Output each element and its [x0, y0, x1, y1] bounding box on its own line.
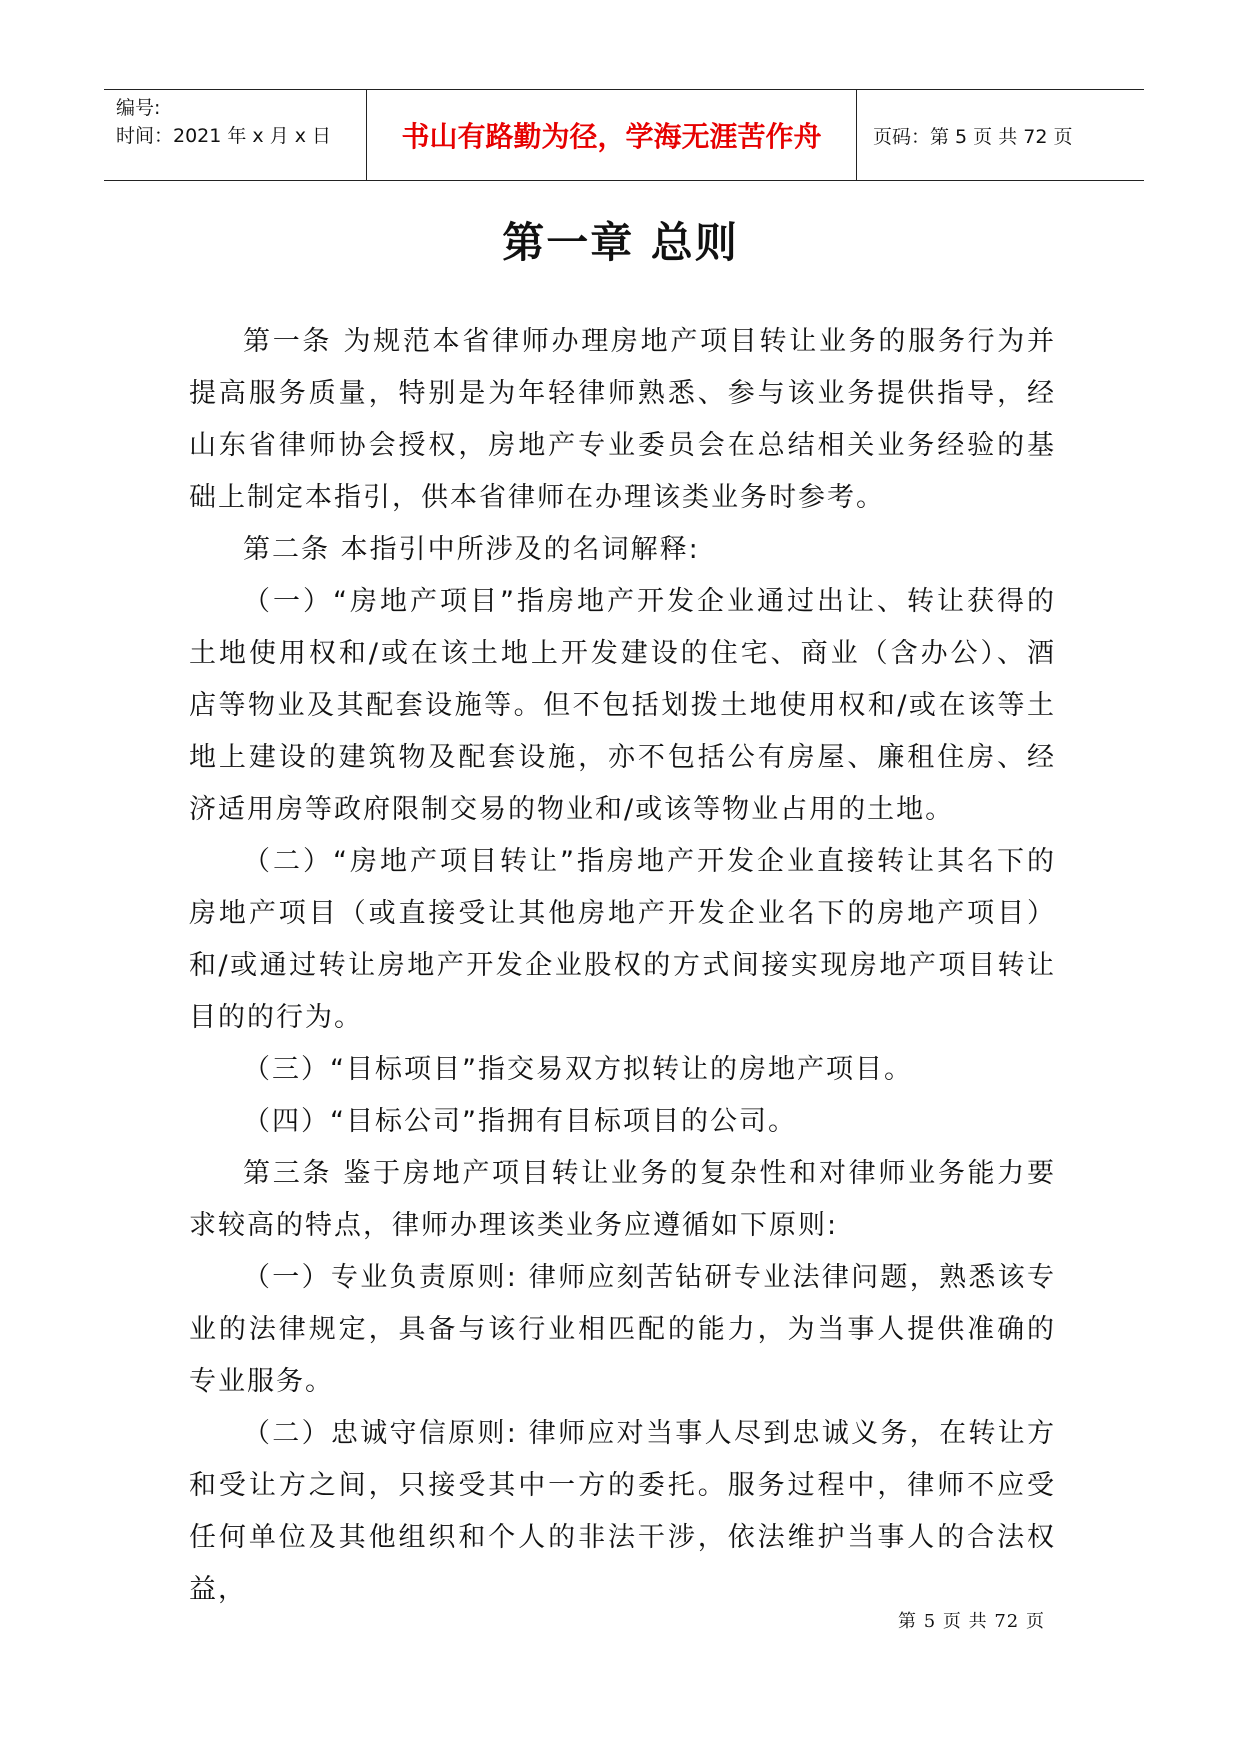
paragraph-article-3: 第三条 鉴于房地产项目转让业务的复杂性和对律师业务能力要求较高的特点，律师办理该类业务应遵循如下原则: — [189, 1158, 1056, 1241]
page-footer: 第 5 页 共 72 页 — [898, 1611, 1045, 1632]
document-body — [189, 316, 1056, 1616]
paragraph-definition-2: （二）“房地产项目转让”指房地产开发企业直接转让其名下的房地产项目（或直接受让其他房地产开发企业名下的房地产项目）和/或通过转让房地产开发企业股权的方式间接实现房地产项目转让目的的行为。 — [189, 846, 1056, 1033]
paragraph-article-1: 第一条 为规范本省律师办理房地产项目转让业务的服务行为并提高服务质量，特别是为年轻律师熟悉、参与该业务提供指导，经山东省律师协会授权，房地产专业委员会在总结相关业务经验的基础上制定本指引，供本省律师在办理该类业务时参考。 — [189, 326, 1056, 513]
header-meta — [104, 90, 367, 180]
paragraph-article-2: 第二条 本指引中所涉及的名词解释: — [243, 534, 700, 565]
document-time: 时间：2021 年 x 月 x 日 — [116, 125, 332, 147]
paragraph-definition-3: （三）“目标项目”指交易双方拟转让的房地产项目。 — [243, 1054, 913, 1085]
page-header — [104, 89, 1144, 181]
paragraph-definition-4: （四）“目标公司”指拥有目标项目的公司。 — [243, 1106, 797, 1137]
paragraph-definition-1: （一）“房地产项目”指房地产开发企业通过出让、转让获得的土地使用权和/或在该土地上开发建设的住宅、商业（含办公）、酒店等物业及其配套设施等。但不包括划拨土地使用权和/或在该等土地上建设的建筑物及配套设施，亦不包括公有房屋、廉租住房、经济适用房等政府限制交易的物业和/或该等物业占用的土地。 — [189, 586, 1056, 825]
paragraph-principle-2: （二）忠诚守信原则: 律师应对当事人尽到忠诚义务，在转让方和受让方之间，只接受其中一方的委托。服务过程中，律师不应受任何单位及其他组织和个人的非法干涉，依法维护当事人的合法权益， — [189, 1418, 1056, 1605]
paragraph-principle-1: （一）专业负责原则: 律师应刻苦钻研专业法律问题，熟悉该专业的法律规定，具备与该行业相匹配的能力，为当事人提供准确的专业服务。 — [189, 1262, 1056, 1397]
header-motto: 书山有路勤为径，学海无涯苦作舟 — [367, 90, 857, 180]
header-page-code: 页码：第 5 页 共 72 页 — [873, 125, 1073, 148]
chapter-title: 第一章 总则 — [502, 218, 739, 267]
document-number-label: 编号: — [116, 97, 161, 119]
